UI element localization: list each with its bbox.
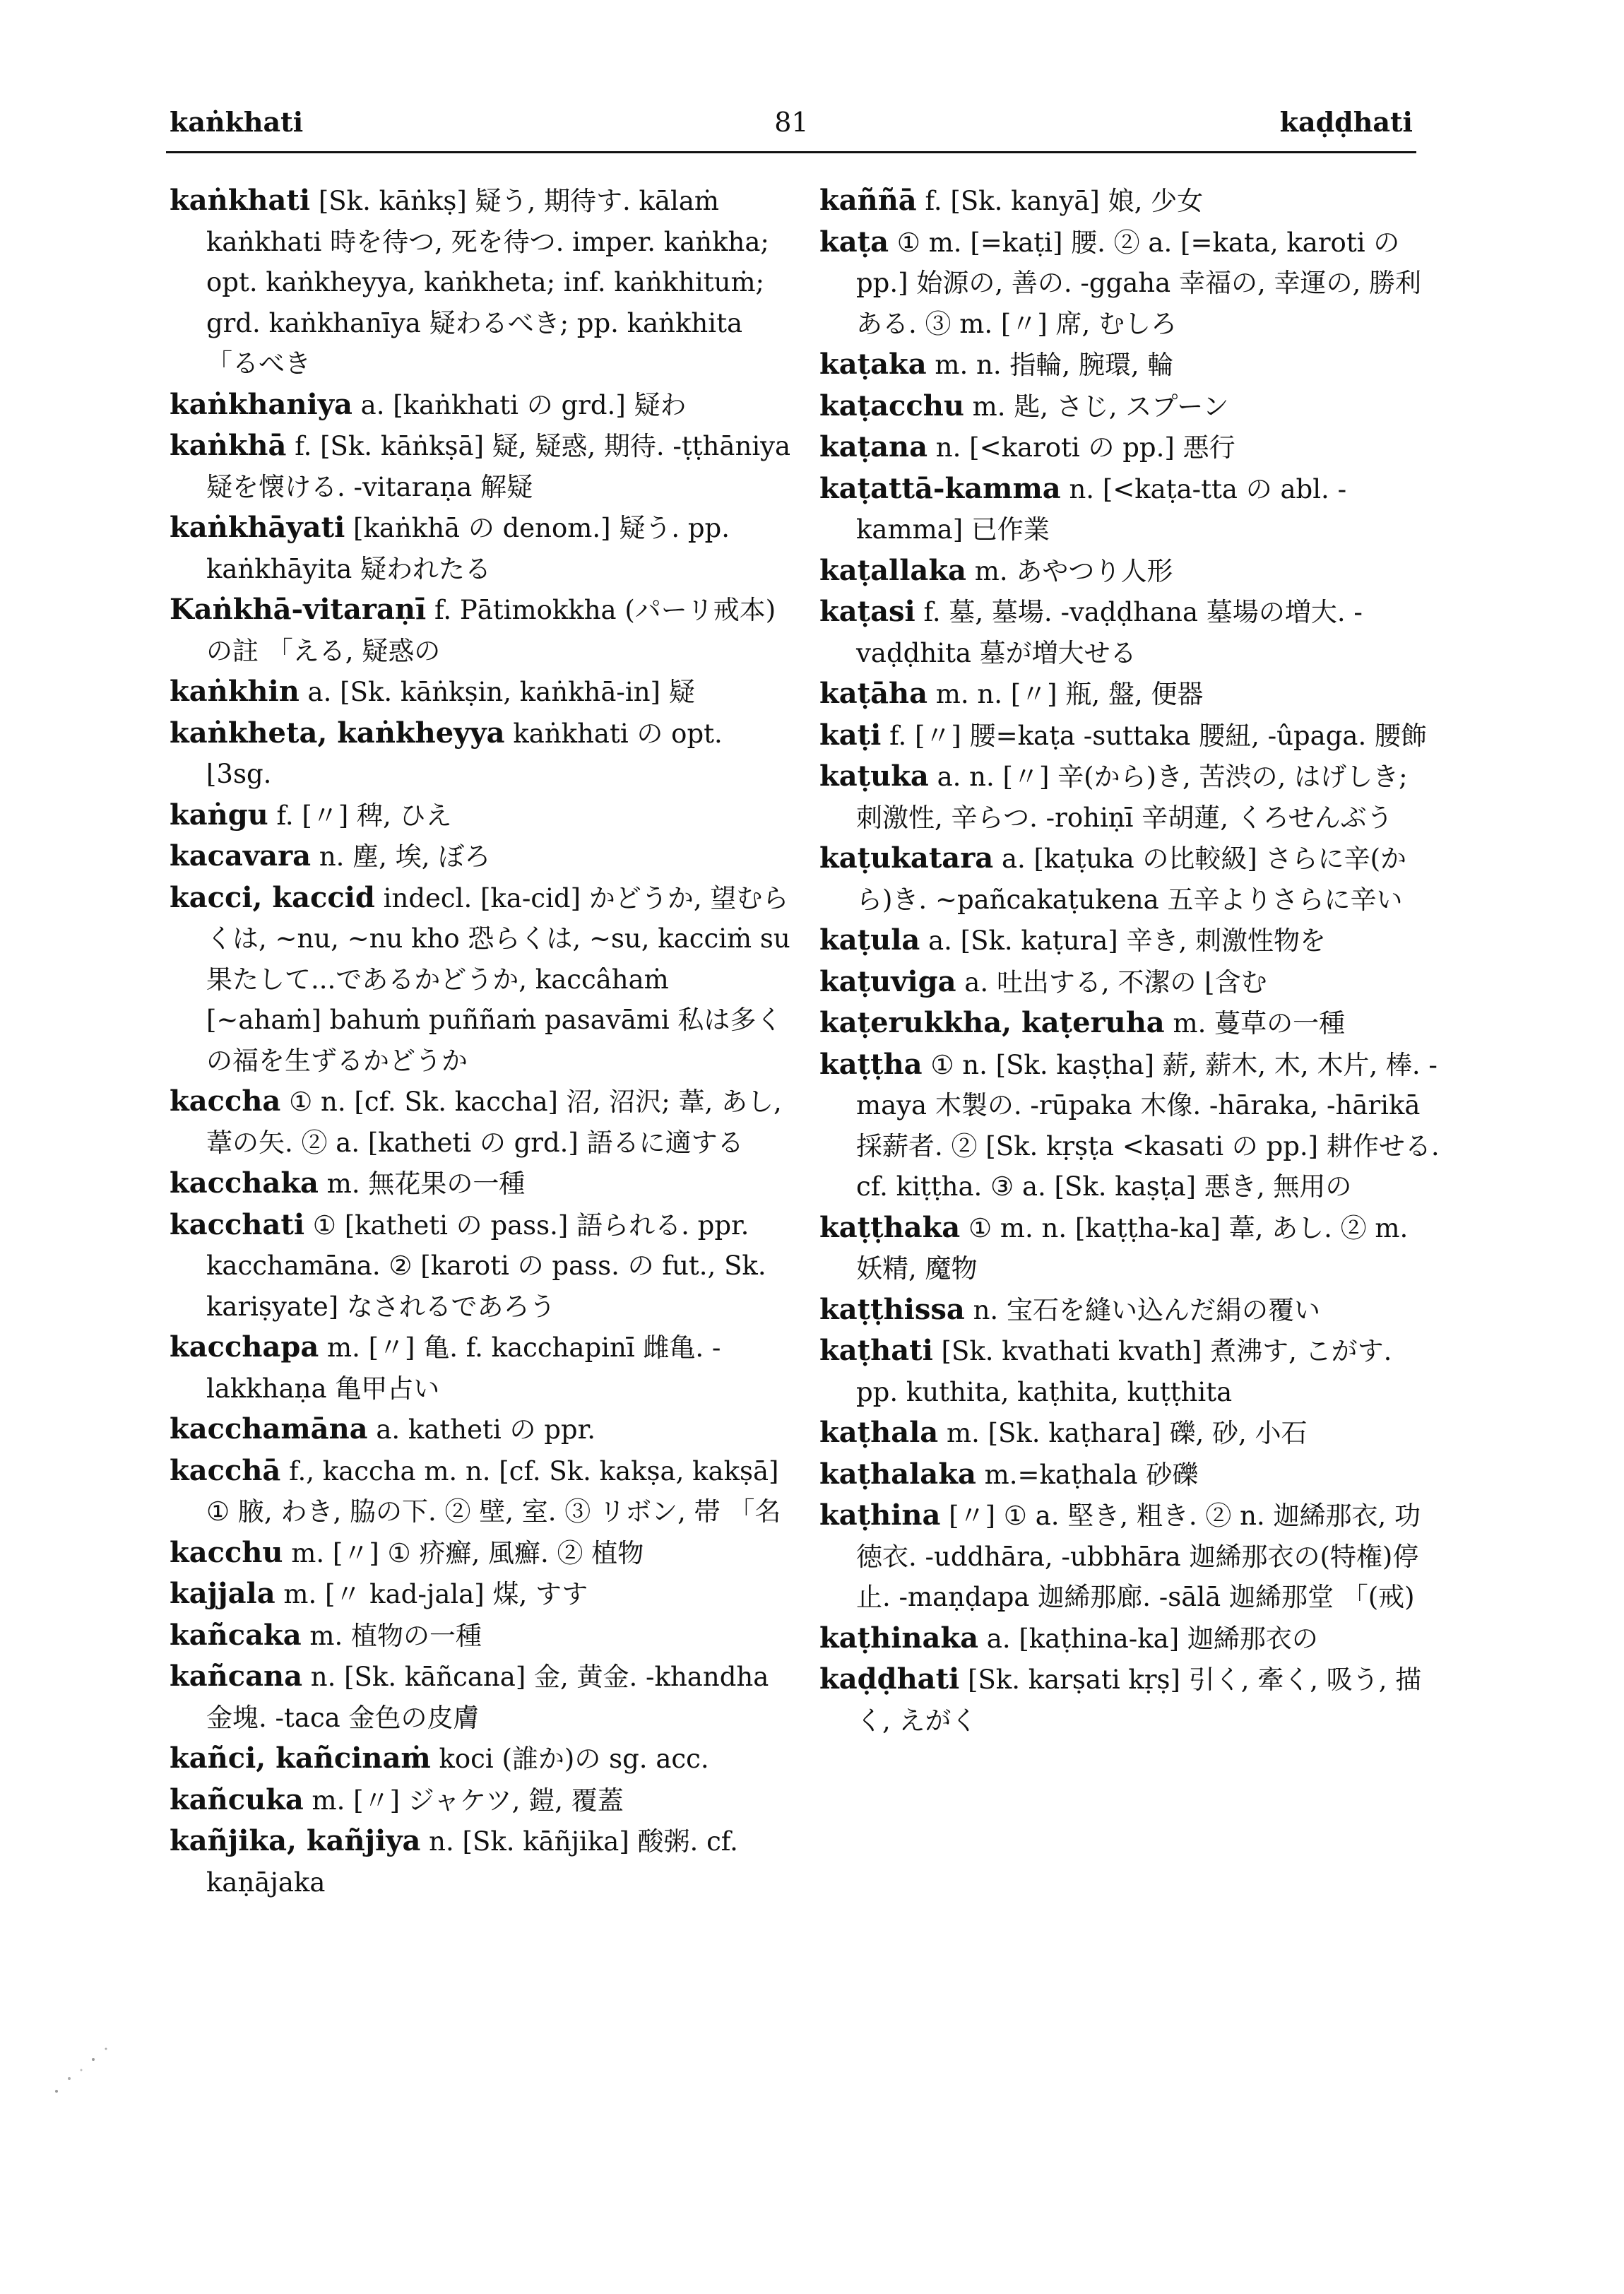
entry-gloss: f. Pātimokkha (パーリ戒本)の註 「える, 疑惑の (206, 595, 776, 666)
headword: kaṭṭhissa (819, 1292, 965, 1326)
entry-gloss: n. 宝石を縫い込んだ絹の覆い (964, 1294, 1320, 1325)
headword: kaṭattā-kamma (819, 471, 1061, 505)
dictionary-entry (819, 427, 1441, 468)
headword: kaṭallaka (819, 553, 966, 587)
headword: kañjika, kañjiya (170, 1824, 421, 1857)
headword: kacchati (170, 1207, 305, 1241)
headword: kaṭukatara (819, 841, 994, 875)
headword: kaṭhala (819, 1416, 939, 1449)
entry-gloss: a. [kaṭuka の比較級] さらに辛(から)き. ~pañcakaṭukena 五辛よりさらに辛い (856, 844, 1407, 915)
headword: kaṭṭhaka (819, 1210, 961, 1244)
headword: kaṭāha (819, 677, 928, 710)
entry-gloss: m. [〃 kad-jala] 煤, すす (275, 1579, 588, 1609)
entry-gloss: n. 塵, 埃, ぼろ (311, 841, 491, 872)
headword: kaṭacchu (819, 389, 964, 422)
entry-gloss: [Sk. kāṅkṣ] 疑う, 期待す. kālaṁ kaṅkhati 時を待つ, 死を待つ. imper. kaṅkha; opt. kaṅkheyya, kaṅkheta; inf. kaṅkhituṁ; grd. kaṅkhanīya 疑わるべき; pp. kaṅkhita 「るべき (206, 186, 769, 379)
page-number: 81 (774, 107, 809, 138)
entry-gloss: ① n. [Sk. kaṣṭha] 薪, 薪木, 木, 木片, 棒. -maya 木製の. -rūpaka 木像. -hāraka, -hārikā 採薪者. ② [Sk. kṛṣṭa <kasati の pp.] 耕作せる. cf. kiṭṭha. ③ a. [Sk. kaṣṭa] 悪き, 無用の (856, 1049, 1440, 1202)
entry-gloss: n. [<kaṭa-tta の abl. -kamma] 已作業 (856, 473, 1347, 545)
headword: kaññā (819, 184, 917, 217)
dictionary-entry (819, 468, 1441, 550)
headword: kaṅkhā (170, 429, 287, 462)
dictionary-entry (170, 1409, 791, 1450)
dictionary-entry (819, 1659, 1441, 1741)
headword: kajjala (170, 1577, 275, 1610)
entry-gloss: a. 吐出する, 不潔の ⌊含む (956, 966, 1267, 998)
entry-gloss: m. [〃] ジャケツ, 鎧, 覆蓋 (303, 1785, 624, 1816)
headword: kaṭerukkha, kaṭeruha (819, 1006, 1165, 1039)
dictionary-entry (819, 180, 1441, 222)
entry-gloss: kaṅkhati の opt. ⌊3sg. (206, 718, 723, 789)
dictionary-entry (170, 671, 791, 713)
entry-gloss: m. 蔓草の一種 (1164, 1008, 1346, 1039)
dictionary-entry (170, 1532, 791, 1574)
dictionary-entry (819, 1289, 1441, 1331)
entry-gloss: a. [kaṅkhati の grd.] 疑わ (352, 389, 687, 420)
dictionary-entry (170, 1615, 791, 1657)
dictionary-entry (170, 1780, 791, 1821)
left-guide-word: kaṅkhati (170, 106, 304, 138)
dictionary-entry (819, 1330, 1441, 1412)
entry-gloss: m. n. [〃] 瓶, 盤, 便器 (927, 679, 1204, 709)
headword: Kaṅkhā-vitaraṇī (170, 593, 427, 626)
entry-gloss: f. [〃] 腰=kaṭa -suttaka 腰紐, -ûpaga. 腰飾 (881, 720, 1427, 751)
headword: kaṭasi (819, 595, 915, 628)
headword: kaṭi (819, 718, 882, 752)
headword: kañcaka (170, 1618, 302, 1652)
dictionary-entry (170, 1327, 791, 1409)
entry-gloss: m. 植物の一種 (301, 1620, 482, 1651)
entry-gloss: ① m. [=kaṭi] 腰. ② a. [=kata, karoti の pp.] 始源の, 善の. -ggaha 幸福の, 幸運の, 勝利ある. ③ m. [〃] 席, むしろ (856, 227, 1421, 339)
dictionary-entry (819, 550, 1441, 592)
dictionary-entry (170, 425, 791, 507)
dictionary-entry (819, 344, 1441, 386)
headword: kaṅkhāyati (170, 511, 345, 544)
dictionary-entry (170, 1450, 791, 1532)
headword: kañci, kañcinaṁ (170, 1742, 431, 1775)
entry-gloss: a. [Sk. kāṅkṣin, kaṅkhā-in] 疑 (299, 677, 695, 707)
entry-gloss: m. n. 指輪, 腕環, 輪 (926, 350, 1174, 380)
headword: kaṅkheta, kaṅkheyya (170, 716, 505, 750)
entry-gloss: m. あやつり人形 (966, 555, 1173, 586)
headword: kaṭuka (819, 759, 929, 793)
headword: kañcana (170, 1660, 302, 1693)
entry-gloss: f. [Sk. kanyā] 娘, 少女 (916, 186, 1204, 216)
dictionary-entry (819, 222, 1441, 345)
dictionary-entry (819, 591, 1441, 673)
headword: kacchamāna (170, 1412, 368, 1445)
headword: kaṭhina (819, 1498, 941, 1532)
entry-gloss: m. [Sk. kaṭhara] 礫, 砂, 小石 (938, 1418, 1308, 1448)
entry-gloss: a. [Sk. kaṭura] 辛き, 刺激性物を (920, 926, 1327, 956)
dictionary-entry (819, 673, 1441, 715)
dictionary-entry (819, 1495, 1441, 1618)
dictionary-entry (170, 1163, 791, 1205)
dictionary-entry (170, 836, 791, 877)
right-guide-word: kaḍḍhati (1279, 106, 1413, 138)
headword: kaṭana (819, 430, 928, 463)
entry-gloss: f., kaccha m. n. [cf. Sk. kakṣa, kakṣā] ① 腋, わき, 脇の下. ② 壁, 室. ③ リボン, 帯 「名 (206, 1455, 781, 1527)
entry-gloss: m. [〃] 亀. f. kacchapinī 雌亀. -lakkhaṇa 亀甲占い (206, 1332, 721, 1404)
header-rule (166, 151, 1416, 153)
headword: kaṭṭha (819, 1047, 923, 1081)
entry-gloss: m.=kaṭhala 砂礫 (976, 1459, 1199, 1490)
entry-gloss: ① n. [cf. Sk. kaccha] 沼, 沼沢; 葦, あし, 葦の矢. ② a. [katheti の grd.] 語るに適する (206, 1087, 782, 1158)
headword: kaṭula (819, 923, 920, 957)
dictionary-entry (819, 1003, 1441, 1044)
dictionary-entry (819, 920, 1441, 962)
entry-gloss: koci (誰か)の sg. acc. (430, 1744, 709, 1774)
dictionary-entry (170, 1081, 791, 1163)
dictionary-entry (819, 1618, 1441, 1660)
entry-gloss: f. [Sk. kāṅkṣā] 疑, 疑惑, 期待. -ṭṭhāniya 疑を懐ける. -vitaraṇa 解疑 (206, 431, 791, 502)
entry-gloss: f. [〃] 稗, ひえ (268, 800, 452, 831)
entry-gloss: m. 匙, さじ, スプーン (964, 391, 1229, 422)
dictionary-entry (819, 715, 1441, 757)
headword: kacavara (170, 839, 312, 873)
dictionary-entry (819, 1207, 1441, 1289)
entry-gloss: n. [<karoti の pp.] 悪行 (927, 432, 1235, 463)
headword: kaḍḍhati (819, 1662, 960, 1696)
dictionary-entry (819, 962, 1441, 1003)
dictionary-entry (819, 756, 1441, 838)
headword: kaṭaka (819, 348, 927, 381)
dictionary-entry (170, 507, 791, 589)
headword: kacchā (170, 1453, 281, 1487)
dictionary-entry (170, 589, 791, 671)
dictionary-entry (819, 838, 1441, 920)
entry-gloss: [Sk. kvathati kvath] 煮沸す, こがす. pp. kuthita, kaṭhita, kuṭṭhita (856, 1336, 1392, 1407)
headword: kacchapa (170, 1330, 319, 1364)
entry-gloss: a. [kaṭhina-ka] 迦絺那衣の (978, 1623, 1318, 1654)
entry-gloss: m. 無花果の一種 (318, 1169, 526, 1199)
headword: kaṅkhin (170, 675, 300, 708)
dictionary-entry (819, 1044, 1441, 1207)
headword: kaṅgu (170, 798, 268, 832)
dictionary-entry (819, 386, 1441, 427)
entry-gloss: ① m. n. [kaṭṭha-ka] 葦, あし. ② m. 妖精, 魔物 (856, 1212, 1409, 1284)
headword: kaṅkhati (170, 184, 311, 217)
entry-gloss: a. katheti の ppr. (367, 1414, 595, 1445)
dictionary-entry (819, 1454, 1441, 1496)
entry-gloss: m. [〃] ① 疥癬, 風癬. ② 植物 (283, 1537, 644, 1568)
entry-gloss: indecl. [ka-cid] かどうか, 望むらくは, ~nu, ~nu kho 恐らくは, ~su, kacciṁ su 果たして...であるかどうか, kaccâhaṁ [~ahaṁ] bahuṁ puññaṁ pasavāmi 私は多くの福を生ずるかどうか (206, 882, 790, 1076)
dictionary-entry (170, 1821, 791, 1903)
dictionary-entry (170, 1738, 791, 1780)
headword: kaṭhati (819, 1334, 933, 1367)
scan-speckle (42, 2021, 127, 2105)
entry-gloss: ① [katheti の pass.] 語られる. ppr. kacchamāna. ② [karoti の pass. の fut., Sk. kariṣyate] なされるであろう (206, 1210, 766, 1322)
dictionary-entry (819, 1412, 1441, 1454)
entry-gloss: a. n. [〃] 辛(から)き, 苦渋の, はげしき; 刺激性, 辛らつ. -rohiṇī 辛胡蓮, くろせんぶう (856, 762, 1408, 833)
entry-gloss: n. [Sk. kāñjika] 酸粥. cf. kaṇājaka (206, 1826, 738, 1898)
dictionary-entry (170, 180, 791, 384)
headword: kaṭhinaka (819, 1621, 979, 1655)
headword: kacchaka (170, 1166, 319, 1200)
right-column (819, 180, 1441, 1741)
entry-gloss: [kaṅkhā の denom.] 疑う. pp. kaṅkhāyita 疑われたる (206, 513, 730, 584)
headword: kaṭa (819, 225, 889, 259)
headword: kaccha (170, 1084, 281, 1118)
left-column (170, 180, 791, 1903)
dictionary-entry (170, 384, 791, 426)
running-head (170, 106, 1413, 148)
entry-gloss: [〃] ① a. 堅き, 粗き. ② n. 迦絺那衣, 功徳衣. -uddhāra, -ubbhāra 迦絺那衣の(特権)停止. -maṇḍapa 迦絺那廊. -sālā 迦絺那堂 「(戒) (856, 1501, 1421, 1612)
dictionary-entry (170, 877, 791, 1082)
dictionary-entry (170, 1573, 791, 1615)
dictionary-entry (170, 713, 791, 795)
headword: kacci, kaccid (170, 880, 375, 914)
headword: kaṭuviga (819, 964, 956, 998)
headword: kaṅkhaniya (170, 387, 352, 421)
dictionary-entry (170, 795, 791, 836)
dictionary-entry (170, 1205, 791, 1328)
headword: kañcuka (170, 1782, 304, 1816)
entry-gloss: n. [Sk. kāñcana] 金, 黄金. -khandha 金塊. -taca 金色の皮膚 (206, 1662, 769, 1733)
headword: kacchu (170, 1535, 283, 1569)
headword: kaṭhalaka (819, 1457, 976, 1491)
dictionary-entry (170, 1656, 791, 1738)
entry-gloss: [Sk. karṣati kṛṣ] 引く, 牽く, 吸う, 描く, えがく (856, 1665, 1422, 1736)
entry-gloss: f. 墓, 墓場. -vaḍḍhana 墓場の増大. -vaḍḍhita 墓が増大せる (856, 597, 1363, 668)
